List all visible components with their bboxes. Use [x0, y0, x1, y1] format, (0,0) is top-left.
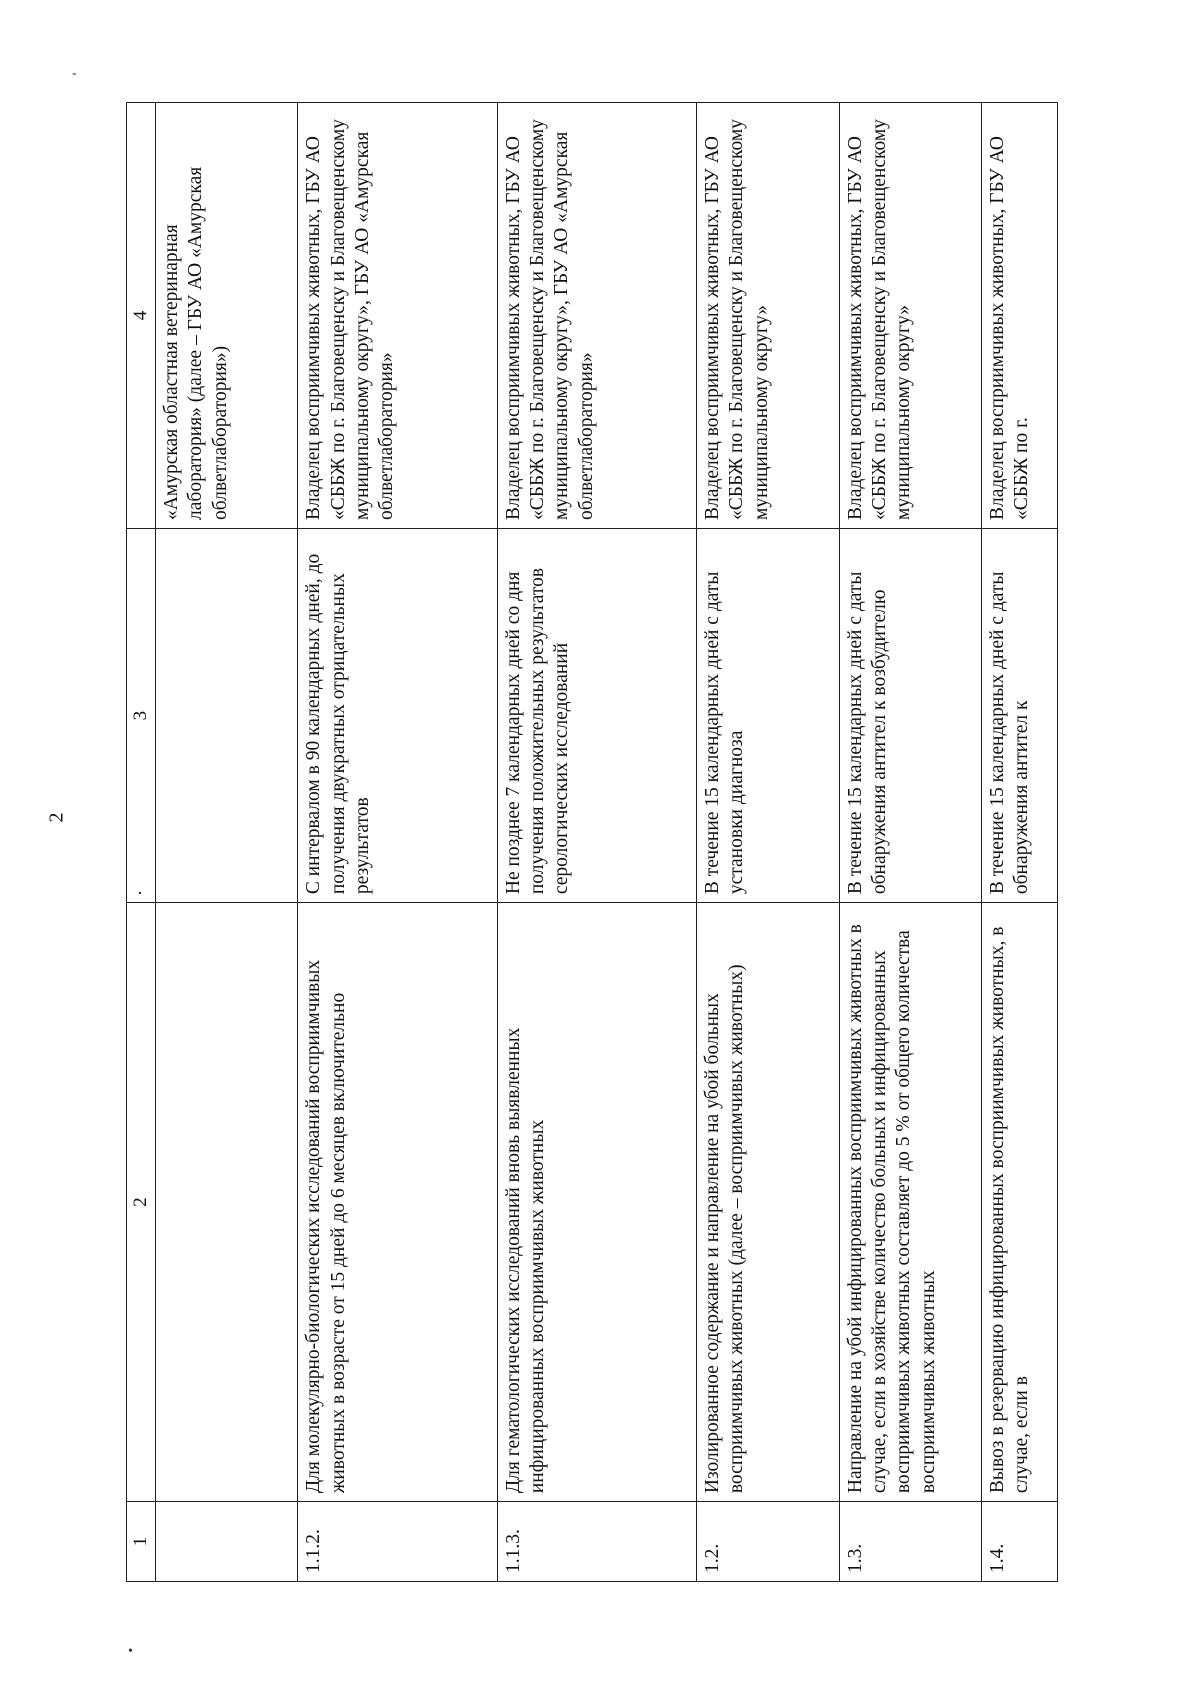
row-term: Не позднее 7 календарных дней со дня получения положительных результатов серологических исследований — [497, 528, 696, 902]
row-term: В течение 15 календарных дней с даты обнаружения антител к — [981, 528, 1057, 902]
rotated-table-container — [126, 102, 1058, 1582]
row-number: 1.1.2. — [298, 1502, 497, 1582]
row-measure: Для молекулярно-биологических исследований восприимчивых животных в возрасте от 15 дней до 6 месяцев включительно — [298, 903, 497, 1502]
row-measure: Изолированное содержание и направление на убой больных восприимчивых животных (далее – восприимчивых животных) — [697, 903, 839, 1502]
row-term: С интервалом в 90 календарных дней, до получения двукратных отрицательных результатов — [298, 528, 497, 902]
header-row — [127, 103, 156, 1582]
measures-table — [126, 102, 1058, 1582]
row-number — [155, 1502, 297, 1582]
row-number: 1.4. — [981, 1502, 1057, 1582]
header-col-1: 1 — [127, 1502, 156, 1582]
row-term: В течение 15 календарных дней с даты обнаружения антител к возбудителю — [839, 528, 981, 902]
scan-speck: • — [128, 1644, 133, 1659]
row-number: 1.1.3. — [497, 1502, 696, 1582]
scan-speck: - — [72, 66, 77, 81]
row-term: В течение 15 календарных дней с даты установки диагноза — [697, 528, 839, 902]
table-row — [155, 103, 297, 1582]
row-number: 1.2. — [697, 1502, 839, 1582]
row-number: 1.3. — [839, 1502, 981, 1582]
row-measure: Для гематологических исследований вновь выявленных инфицированных восприимчивых животных — [497, 903, 696, 1502]
header-col-3 — [127, 528, 156, 902]
table-row — [497, 103, 696, 1582]
row-measure: Направление на убой инфицированных восприимчивых животных в случае, если в хозяйстве количество больных и инфицированных восприимчивых животных составляет до 5 % от общего количества восприимчивых животных — [839, 903, 981, 1502]
header-col-3-mark: · — [130, 889, 151, 897]
header-col-3-label: 3 — [130, 710, 151, 721]
row-responsible: Владелец восприимчивых животных, ГБУ АО «СББЖ по г. Благовещенску и Благовещенскому муниципальному округу» — [697, 103, 839, 529]
header-col-2: 2 — [127, 903, 156, 1502]
row-measure — [155, 903, 297, 1502]
page-number: 2 — [45, 812, 68, 823]
row-responsible: Владелец восприимчивых животных, ГБУ АО «СББЖ по г. Благовещенску и Благовещенскому муниципальному округу» — [839, 103, 981, 529]
table-row — [298, 103, 497, 1582]
table-row — [839, 103, 981, 1582]
row-responsible: «Амурская областная ветеринарная лаборатория» (далее – ГБУ АО «Амурская облветлаборатория») — [155, 103, 297, 529]
header-col-4: 4 — [127, 103, 156, 529]
row-responsible: Владелец восприимчивых животных, ГБУ АО «СББЖ по г. Благовещенску и Благовещенскому муниципальному округу», ГБУ АО «Амурская облветлаборатория» — [497, 103, 696, 529]
row-responsible: Владелец восприимчивых животных, ГБУ АО «СББЖ по г. Благовещенску и Благовещенскому муниципальному округу», ГБУ АО «Амурская облветлаборатория» — [298, 103, 497, 529]
table-row — [981, 103, 1057, 1582]
row-term — [155, 528, 297, 902]
row-measure: Вывоз в резервацию инфицированных восприимчивых животных, в случае, если в — [981, 903, 1057, 1502]
table-row — [697, 103, 839, 1582]
row-responsible: Владелец восприимчивых животных, ГБУ АО «СББЖ по г. — [981, 103, 1057, 529]
